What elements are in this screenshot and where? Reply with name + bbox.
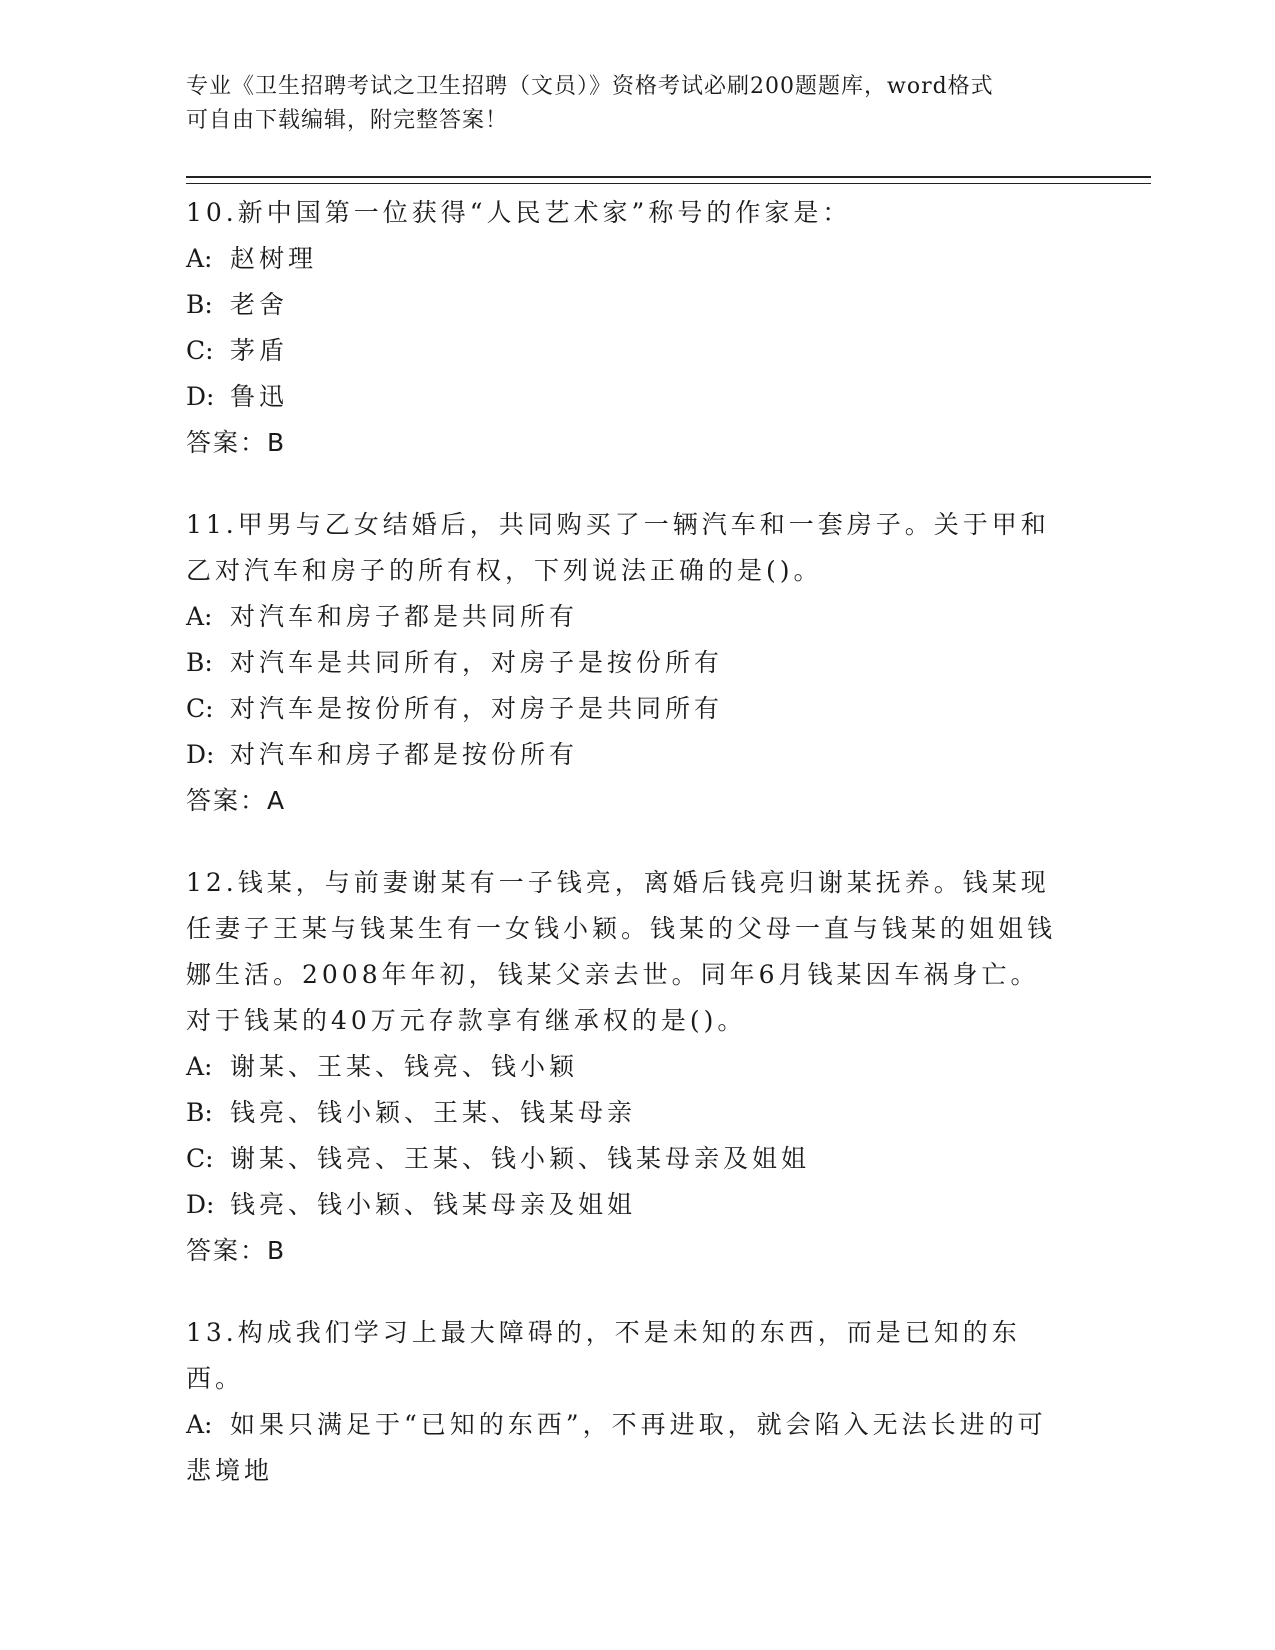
option-letter: A: bbox=[186, 1410, 213, 1439]
option-letter: C: bbox=[186, 1144, 214, 1173]
option-d bbox=[186, 1182, 1066, 1228]
option-text: 钱亮、钱小颖、钱某母亲及姐姐 bbox=[230, 1190, 637, 1219]
option-letter: A: bbox=[186, 602, 213, 631]
option-d bbox=[186, 374, 1066, 420]
option-letter: C: bbox=[186, 694, 214, 723]
option-text: 对汽车和房子都是共同所有 bbox=[230, 602, 579, 631]
option-c bbox=[186, 328, 1066, 374]
option-a bbox=[186, 1044, 1066, 1090]
option-text: 对汽车是按份所有，对房子是共同所有 bbox=[230, 694, 724, 723]
option-text: 赵树理 bbox=[230, 244, 318, 273]
option-c bbox=[186, 1136, 1066, 1182]
question-stem: 13.构成我们学习上最大障碍的，不是未知的东西，而是已知的东西。 bbox=[186, 1318, 1021, 1393]
question-list bbox=[186, 190, 1066, 1530]
option-letter: B: bbox=[186, 1098, 213, 1127]
option-text: 鲁迅 bbox=[230, 382, 289, 411]
option-letter: D: bbox=[186, 1190, 215, 1219]
question-stem: 12.钱某，与前妻谢某有一子钱亮，离婚后钱亮归谢某抚养。钱某现任妻子王某与钱某生有一女钱小颖。钱某的父母一直与钱某的姐姐钱娜生活。2008年年初，钱某父亲去世。同年6月钱某因车祸身亡。对于钱某的40万元存款享有继承权的是()。 bbox=[186, 868, 1057, 1035]
header-line-1: 专业《卫生招聘考试之卫生招聘（文员）》资格考试必刷200题题库，word格式 bbox=[186, 74, 994, 99]
option-a bbox=[186, 1402, 1066, 1494]
question-stem: 11.甲男与乙女结婚后，共同购买了一辆汽车和一套房子。关于甲和乙对汽车和房子的所有权，下列说法正确的是()。 bbox=[186, 510, 1050, 585]
option-text: 对汽车和房子都是按份所有 bbox=[230, 740, 579, 769]
option-letter: B: bbox=[186, 648, 213, 677]
option-text: 谢某、王某、钱亮、钱小颖 bbox=[230, 1052, 579, 1081]
option-letter: C: bbox=[186, 336, 214, 365]
option-letter: A: bbox=[186, 1052, 213, 1081]
option-c bbox=[186, 686, 1066, 732]
option-b bbox=[186, 640, 1066, 686]
document-header bbox=[186, 70, 1146, 138]
option-text: 钱亮、钱小颖、王某、钱某母亲 bbox=[230, 1098, 637, 1127]
option-letter: A: bbox=[186, 244, 213, 273]
option-letter: D: bbox=[186, 740, 215, 769]
header-line-2: 可自由下载编辑，附完整答案！ bbox=[186, 108, 509, 133]
question-11 bbox=[186, 502, 1066, 824]
option-letter: D: bbox=[186, 382, 215, 411]
option-text: 茅盾 bbox=[230, 336, 289, 365]
question-stem: 10.新中国第一位获得“人民艺术家”称号的作家是： bbox=[186, 198, 852, 227]
option-text: 谢某、钱亮、王某、钱小颖、钱某母亲及姐姐 bbox=[230, 1144, 811, 1173]
option-d bbox=[186, 732, 1066, 778]
question-13 bbox=[186, 1310, 1066, 1494]
option-a bbox=[186, 594, 1066, 640]
answer-line: 答案：A bbox=[186, 786, 287, 815]
option-a bbox=[186, 236, 1066, 282]
answer-line: 答案：B bbox=[186, 428, 287, 457]
option-text: 老舍 bbox=[230, 290, 289, 319]
option-text: 如果只满足于“已知的东西”，不再进取，就会陷入无法长进的可悲境地 bbox=[186, 1410, 1047, 1485]
answer-line: 答案：B bbox=[186, 1236, 287, 1265]
option-letter: B: bbox=[186, 290, 213, 319]
question-10 bbox=[186, 190, 1066, 466]
option-b bbox=[186, 282, 1066, 328]
header-title bbox=[186, 70, 1046, 138]
option-text: 对汽车是共同所有，对房子是按份所有 bbox=[230, 648, 724, 677]
option-b bbox=[186, 1090, 1066, 1136]
header-divider bbox=[186, 176, 1151, 184]
question-12 bbox=[186, 860, 1066, 1274]
